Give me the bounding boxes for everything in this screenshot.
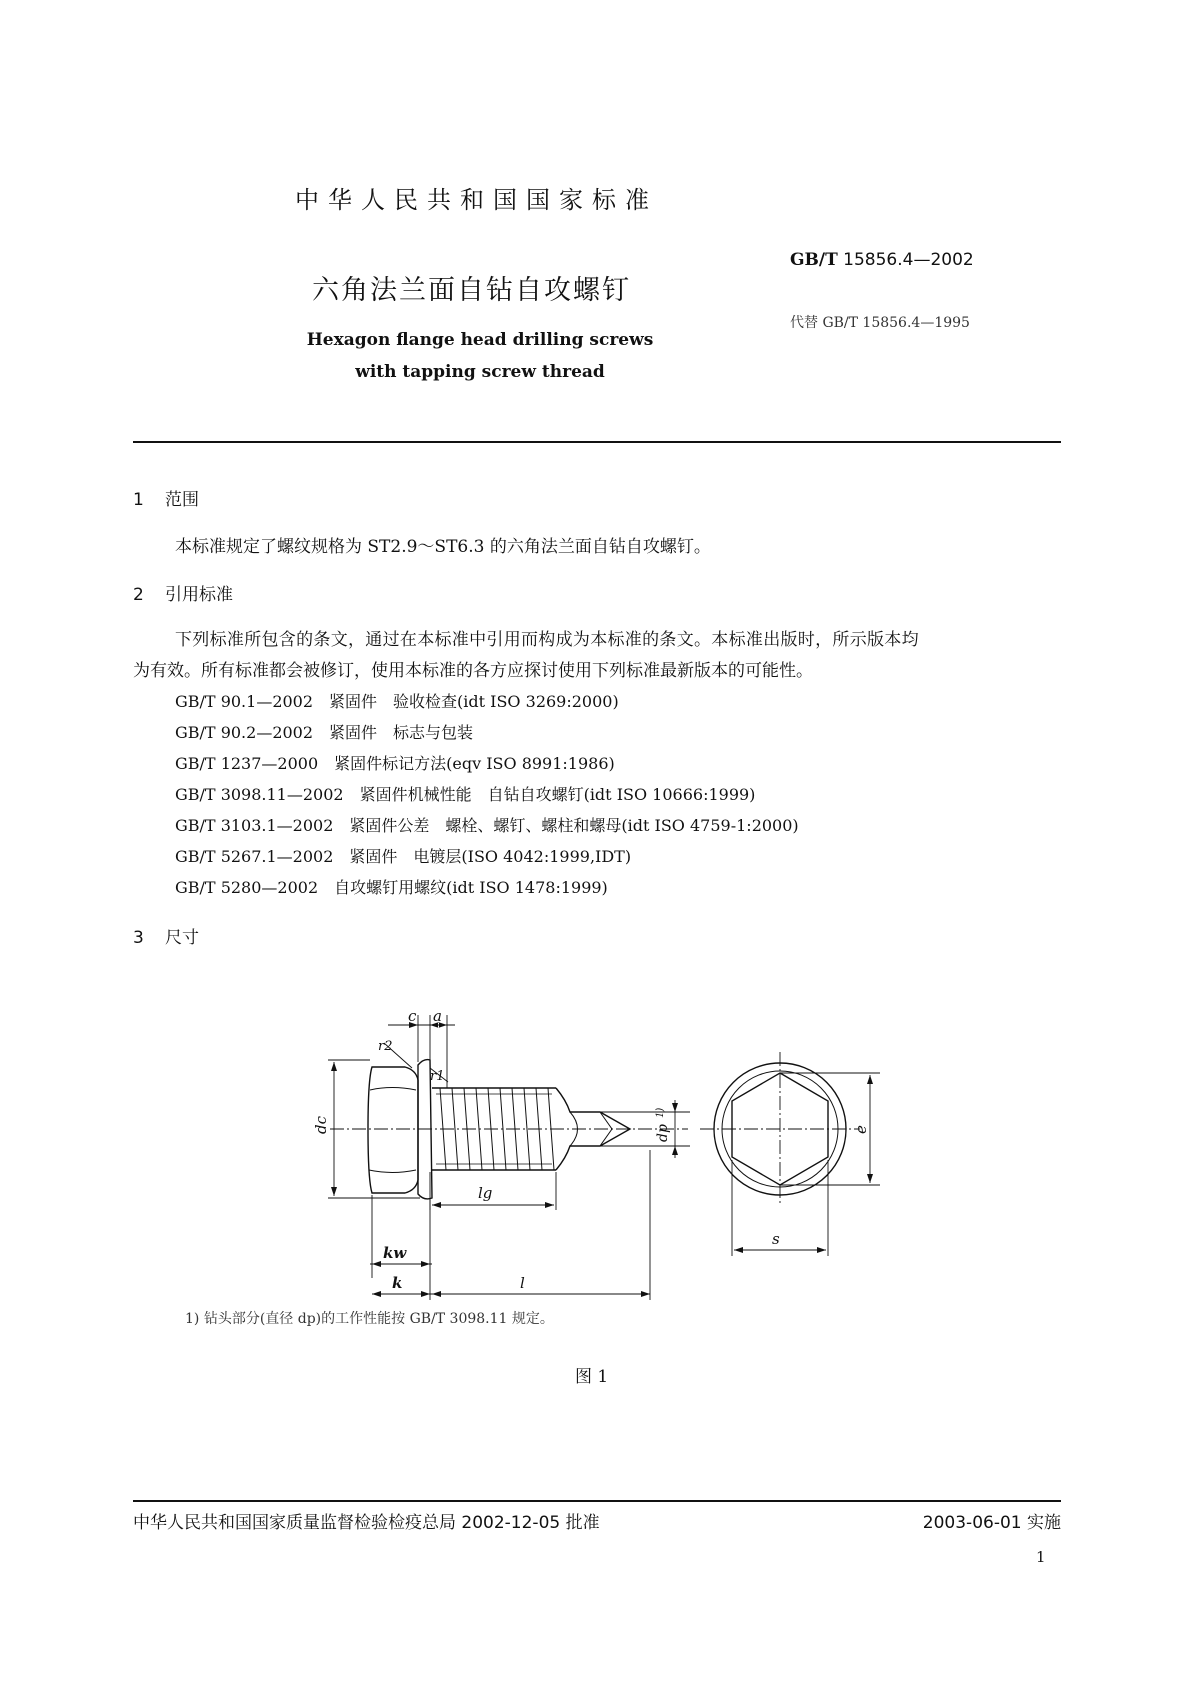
section-2-number: 2 [133,585,144,605]
label-r2: r2 [378,1039,393,1054]
reference-item: GB/T 90.1—2002 紧固件 验收检查(idt ISO 3269:2000) [175,692,619,711]
figure-footnote: 1) 钻头部分(直径 dp)的工作性能按 GB/T 3098.11 规定。 [185,1311,554,1327]
reference-item: GB/T 5280—2002 自攻螺钉用螺纹(idt ISO 1478:1999) [175,878,608,897]
section-1-number: 1 [133,490,144,510]
document-title-en-line2: with tapping screw thread [355,362,605,382]
label-l: l [520,1274,525,1292]
footer-divider [133,1500,1061,1502]
label-c: c [408,1007,417,1025]
label-lg: lg [478,1184,493,1202]
standard-number-value: 15856.4—2002 [843,250,974,270]
label-dc: dc [312,1115,330,1134]
label-dp-footnote: 1) [655,1107,666,1118]
reference-item: GB/T 3103.1—2002 紧固件公差 螺栓、螺钉、螺柱和螺母(idt ISO 4759-1:2000) [175,816,799,835]
label-a: a [433,1007,442,1025]
section-1-text: 本标准规定了螺纹规格为 ST2.9～ST6.3 的六角法兰面自钻自攻螺钉。 [175,537,711,557]
reference-item: GB/T 5267.1—2002 紧固件 电镀层(ISO 4042:1999,IDT) [175,847,632,866]
national-standard-heading: 中华人民共和国国家标准 [295,186,658,214]
hex-head-facets [369,1088,416,1173]
section-1-title: 范围 [165,490,199,510]
label-s: s [772,1230,780,1248]
section-3-number: 3 [133,928,144,948]
reference-item: GB/T 90.2—2002 紧固件 标志与包装 [175,723,474,742]
section-2-intro-line2: 为有效。所有标准都会被修订，使用本标准的各方应探讨使用下列标准最新版本的可能性。 [133,661,813,681]
label-k: k [392,1274,403,1292]
section-2-title: 引用标准 [165,585,233,605]
page-number: 1 [1036,1548,1046,1566]
label-kw: kw [383,1244,407,1262]
label-r1: r1 [430,1069,445,1084]
figure-caption: 图 1 [575,1367,609,1387]
label-e: e [852,1125,870,1134]
approval-line: 中华人民共和国国家质量监督检验检疫总局 2002-12-05 批准 [133,1513,600,1533]
section-3-title: 尺寸 [165,928,199,948]
label-dp: dp [655,1124,671,1142]
implementation-date: 2003-06-01 实施 [922,1513,1061,1533]
hex-head-outline [368,1067,418,1193]
reference-item: GB/T 1237—2000 紧固件标记方法(eqv ISO 8991:1986) [175,754,615,773]
document-title-en-line1: Hexagon flange head drilling screws [306,330,654,350]
replaces-standard: 代替 GB/T 15856.4—1995 [790,315,970,331]
section-2-intro-line1: 下列标准所包含的条文，通过在本标准中引用而构成为本标准的条文。本标准出版时，所示版本均 [175,630,919,650]
standard-prefix: GB/T [790,250,838,270]
reference-item: GB/T 3098.11—2002 紧固件机械性能 自钻自攻螺钉(idt ISO 10666:1999) [175,785,756,804]
document-title-zh: 六角法兰面自钻自攻螺钉 [312,275,631,306]
